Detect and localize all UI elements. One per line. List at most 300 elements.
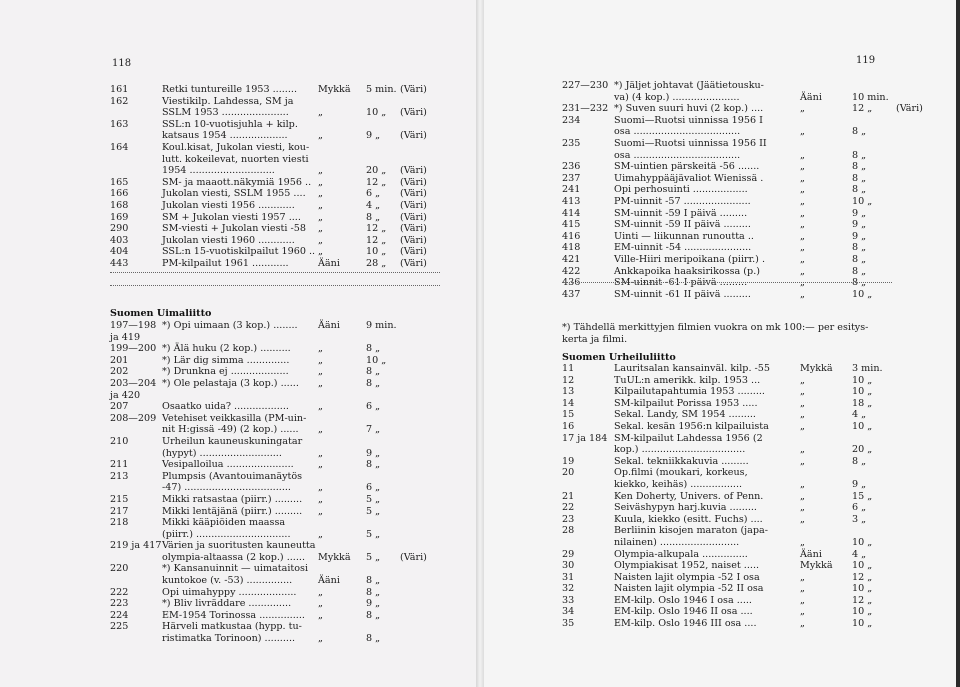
film-duration: 6 „ (852, 502, 867, 514)
film-duration: 10 „ (852, 606, 873, 618)
table-row (562, 456, 932, 468)
film-number: 203—204 (110, 377, 157, 389)
table-row (562, 184, 932, 196)
film-sound: Mykkä (800, 363, 833, 374)
film-duration: 5 „ (366, 551, 381, 563)
film-number: 11 (562, 363, 575, 374)
film-title: Mikki lentäjänä (piirr.) ......... (162, 505, 303, 517)
film-number: 162 (110, 95, 129, 107)
film-number: 207 (110, 401, 129, 413)
film-duration: 12 „ (852, 571, 873, 583)
film-duration: 12 „ (366, 223, 387, 235)
film-duration: 8 „ (852, 265, 867, 277)
film-sound: „ (318, 165, 323, 177)
table-row (110, 598, 440, 610)
film-title: Koul.kisat, Jukolan viesti, kou- (162, 141, 310, 153)
film-title: Mikki kääpiöiden maassa (162, 517, 286, 529)
film-sound: „ (800, 444, 805, 456)
table-row (110, 610, 440, 622)
film-title: SM-kilpailut Lahdessa 1956 (2 (614, 432, 763, 444)
table-row (562, 242, 932, 254)
film-title: Opi uimahyppy ................... (162, 586, 297, 598)
film-title: Retki tuntureille 1953 ........ (162, 84, 297, 95)
film-duration: 8 „ (366, 211, 381, 223)
table-row (110, 413, 440, 425)
table-row (562, 479, 932, 491)
film-title: -47) ................................... (162, 482, 291, 494)
film-duration: 4 „ (366, 199, 381, 211)
film-number: 403 (110, 234, 129, 246)
table-row (562, 444, 932, 456)
film-title: 1954 ............................ (162, 165, 275, 177)
film-title: Ankkapoika haaksirikossa (p.) (614, 265, 760, 277)
film-sound: Ääni (318, 575, 340, 587)
table-row (562, 433, 932, 445)
film-duration: 18 „ (852, 397, 873, 409)
film-title: SM-uinnit -59 I päivä ......... (614, 207, 748, 219)
film-color: (Väri) (400, 84, 427, 95)
film-sound: „ (318, 107, 323, 119)
film-sound: „ (318, 188, 323, 200)
film-title: EM-uinnit -54 ...................... (614, 242, 752, 254)
film-duration: 10 „ (366, 107, 387, 119)
table-row (562, 126, 932, 138)
film-duration: 10 „ (852, 374, 873, 386)
film-duration: 7 „ (366, 424, 381, 436)
film-title: lutt. kokeilevat, nuorten viesti (162, 153, 309, 165)
film-title: SM-kilpailut Porissa 1953 ..... (614, 397, 758, 409)
film-number: 217 (110, 505, 129, 517)
film-sound: „ (800, 397, 805, 409)
table-row (562, 254, 932, 266)
film-number: 15 (562, 409, 575, 421)
film-number: 31 (562, 571, 575, 583)
film-duration: 3 min. (852, 363, 883, 374)
table-row (110, 212, 440, 224)
table-row (562, 583, 932, 595)
table-row (562, 219, 932, 231)
film-number: 29 (562, 548, 575, 560)
film-duration: 9 „ (366, 130, 381, 142)
table-row (110, 119, 440, 131)
film-duration: 8 „ (366, 366, 381, 378)
film-color: (Väri) (400, 211, 427, 223)
film-number: 231—232 (562, 103, 609, 115)
film-title: SM + Jukolan viesti 1957 .... (162, 211, 301, 223)
film-number: 413 (562, 195, 581, 207)
film-color: (Väri) (896, 103, 923, 115)
film-title: kiekko, keihäs) ................. (614, 478, 743, 490)
film-title: *) Bliv livräddare .............. (162, 598, 292, 610)
table-row (110, 506, 440, 518)
film-title: Mikki ratsastaa (piirr.) ......... (162, 493, 303, 505)
table-row (110, 471, 440, 483)
film-sound: „ (318, 234, 323, 246)
film-duration: 8 „ (366, 575, 381, 587)
film-color: (Väri) (400, 130, 427, 142)
film-sound: „ (800, 161, 805, 173)
dotted-separator (562, 282, 892, 283)
film-number: 421 (562, 253, 581, 265)
film-duration: 8 „ (852, 253, 867, 265)
table-row (110, 320, 440, 332)
film-number: ja 420 (110, 389, 141, 401)
film-number: 218 (110, 517, 129, 529)
table-row (562, 595, 932, 607)
film-sound: „ (318, 528, 323, 540)
section-heading-urheiluliitto: Suomen Urheiluliitto (562, 352, 676, 363)
film-number: 197—198 (110, 320, 157, 331)
film-duration: 4 „ (852, 409, 867, 421)
film-sound: „ (318, 609, 323, 621)
film-duration: 10 „ (852, 195, 873, 207)
film-sound: Ääni (318, 257, 340, 269)
film-duration: 8 „ (852, 242, 867, 254)
film-title: Jukolan viesti 1956 ............ (162, 199, 295, 211)
book-gutter (476, 0, 484, 687)
table-row (110, 355, 440, 367)
table-row (562, 115, 932, 127)
film-number: 414 (562, 207, 581, 219)
film-title: kuntokoe (v. -53) ............... (162, 575, 293, 587)
table-row (562, 289, 932, 301)
table-row (110, 130, 440, 142)
film-title: katsaus 1954 ................... (162, 130, 288, 142)
film-title: Plumpsis (Avantouimanäytös (162, 470, 303, 482)
film-duration: 8 „ (366, 609, 381, 621)
film-title: SM-uinnit -61 II päivä ......... (614, 288, 751, 300)
right-page (480, 0, 960, 687)
film-sound: „ (318, 505, 323, 517)
film-sound: „ (800, 374, 805, 386)
film-number: 224 (110, 609, 129, 621)
film-sound: „ (318, 482, 323, 494)
film-sound: „ (318, 130, 323, 142)
film-number: 168 (110, 199, 129, 211)
film-color: (Väri) (400, 176, 427, 188)
film-duration: 12 „ (366, 176, 387, 188)
table-row (562, 525, 932, 537)
section-heading-uimaliitto: Suomen Uimaliitto (110, 308, 212, 319)
table-row (562, 266, 932, 278)
film-sound: „ (800, 583, 805, 595)
table-row (562, 92, 932, 104)
film-number: 12 (562, 374, 575, 386)
film-duration: 9 „ (852, 207, 867, 219)
film-number: 33 (562, 594, 575, 606)
film-number: 443 (110, 257, 129, 269)
dotted-separator (110, 272, 440, 273)
film-sound: „ (800, 502, 805, 514)
table-row (110, 563, 440, 575)
film-duration: 12 „ (852, 594, 873, 606)
film-duration: 8 „ (366, 586, 381, 598)
film-title: Naisten lajit olympia -52 II osa (614, 583, 764, 595)
film-title: (piirr.) ............................... (162, 528, 291, 540)
film-title: Olympia-alkupala ............... (614, 548, 748, 560)
table-row (110, 448, 440, 460)
table-row (562, 572, 932, 584)
film-title: Uinti — liikunnan runoutta .. (614, 230, 754, 242)
table-row (562, 196, 932, 208)
film-duration: 10 „ (852, 536, 873, 548)
film-title: nit H:gissä -49) (2 kop.) ...... (162, 424, 299, 436)
table-row (562, 80, 932, 92)
film-number: 418 (562, 242, 581, 254)
film-number: 166 (110, 188, 129, 200)
film-number: 222 (110, 586, 129, 598)
film-number: 169 (110, 211, 129, 223)
film-title: Sekal. kesän 1956:n kilpailuista (614, 420, 769, 432)
table-row (562, 161, 932, 173)
film-title: Jukolan viesti 1960 ............ (162, 234, 295, 246)
table-row (110, 177, 440, 189)
film-number: 219 ja 417 (110, 540, 162, 552)
film-title: PM-uinnit -57 ...................... (614, 195, 751, 207)
film-title: Jukolan viesti, SSLM 1955 .... (162, 188, 306, 200)
film-sound: „ (800, 172, 805, 184)
film-title: Ken Doherty, Univers. of Penn. (614, 490, 764, 502)
film-sound: „ (800, 490, 805, 502)
film-title: SM-viesti + Jukolan viesti -58 (162, 223, 306, 235)
table-row (110, 436, 440, 448)
film-sound: „ (318, 424, 323, 436)
table-row (110, 142, 440, 154)
film-list-top-right (562, 80, 932, 300)
film-duration: 10 min. (852, 91, 889, 103)
film-sound: „ (800, 103, 805, 115)
film-number: 234 (562, 114, 581, 126)
film-sound: „ (800, 126, 805, 138)
film-sound: „ (800, 149, 805, 161)
table-row (562, 537, 932, 549)
film-title: SSLM 1953 ...................... (162, 107, 289, 119)
footnote-line: kerta ja filmi. (562, 333, 628, 345)
film-duration: 12 „ (852, 103, 873, 115)
table-row (110, 188, 440, 200)
film-duration: 15 „ (852, 490, 873, 502)
film-duration: 5 „ (366, 493, 381, 505)
film-title: SSL:n 15-vuotiskilpailut 1960 .. (162, 246, 316, 258)
film-number: 28 (562, 525, 575, 537)
film-duration: 5 „ (366, 505, 381, 517)
footnote (562, 322, 942, 345)
film-duration: 20 „ (852, 444, 873, 456)
film-list-top-left (110, 84, 440, 270)
film-sound: „ (800, 219, 805, 231)
table-row (110, 223, 440, 235)
table-row (562, 386, 932, 398)
film-title: EM-kilp. Oslo 1946 III osa .... (614, 618, 757, 630)
film-title: EM-kilp. Oslo 1946 I osa ..... (614, 594, 752, 606)
film-title: Ville-Hiiri meripoikana (piirr.) . (614, 253, 766, 265)
film-title: Urheilun kauneuskuningatar (162, 435, 303, 447)
film-duration: 10 „ (852, 560, 873, 572)
film-title: TuUL:n amerikk. kilp. 1953 ... (614, 374, 761, 386)
film-duration: 8 „ (852, 172, 867, 184)
film-duration: 8 „ (852, 149, 867, 161)
film-number: 290 (110, 223, 129, 235)
film-duration: 10 „ (852, 618, 873, 630)
film-sound: „ (800, 184, 805, 196)
film-title: Viestikilp. Lahdessa, SM ja (162, 95, 294, 107)
film-duration: 8 „ (852, 455, 867, 467)
table-row (562, 398, 932, 410)
table-row (110, 154, 440, 166)
film-title: Sekal. tekniikkakuvia ......... (614, 455, 749, 467)
film-title: Lauritsalan kansainväl. kilp. -55 (614, 363, 770, 374)
film-color: (Väri) (400, 165, 427, 177)
film-title: Härveli matkustaa (hypp. tu- (162, 621, 302, 633)
film-number: 163 (110, 118, 129, 130)
film-title: Olympiakisat 1952, naiset ..... (614, 560, 760, 572)
film-title: *) Jäljet johtavat (Jäätietousku- (614, 80, 764, 91)
film-number: 208—209 (110, 412, 157, 424)
film-duration: 8 „ (366, 633, 381, 645)
film-sound: „ (318, 223, 323, 235)
film-title: *) Kansanuinnit — uimataitosi (162, 563, 309, 575)
film-title: *) Ole pelastaja (3 kop.) ...... (162, 377, 299, 389)
film-sound: „ (800, 478, 805, 490)
film-title: PM-kilpailut 1961 ............ (162, 257, 289, 269)
film-title: Suomi—Ruotsi uinnissa 1956 II (614, 137, 767, 149)
film-number: 22 (562, 502, 575, 514)
table-row (110, 575, 440, 587)
film-duration: 10 „ (852, 288, 873, 300)
film-number: 213 (110, 470, 129, 482)
film-number: 17 ja 184 (562, 432, 608, 444)
film-duration: 9 „ (366, 447, 381, 459)
film-sound: „ (318, 586, 323, 598)
film-sound: „ (318, 633, 323, 645)
film-number: 223 (110, 598, 129, 610)
film-number: ja 419 (110, 331, 141, 343)
film-sound: „ (800, 420, 805, 432)
film-duration: 9 „ (852, 478, 867, 490)
film-title: kop.) .................................. (614, 444, 746, 456)
film-color: (Väri) (400, 551, 427, 563)
dotted-separator (110, 285, 440, 286)
film-duration: 6 „ (366, 188, 381, 200)
table-row (562, 467, 932, 479)
film-number: 416 (562, 230, 581, 242)
table-row (110, 246, 440, 258)
film-title: *) Opi uimaan (3 kop.) ........ (162, 320, 298, 331)
film-title: SM- ja maaott.näkymiä 1956 .. (162, 176, 312, 188)
film-duration: 10 „ (852, 420, 873, 432)
table-row (110, 258, 440, 270)
table-row (562, 560, 932, 572)
table-row (562, 502, 932, 514)
table-row (110, 165, 440, 177)
film-title: *) Suven suuri huvi (2 kop.) .... (614, 103, 764, 115)
film-sound: „ (800, 265, 805, 277)
film-number: 32 (562, 583, 575, 595)
film-title: nilainen) .......................... (614, 536, 740, 548)
film-title: ristimatka Torinoon) .......... (162, 633, 296, 645)
film-sound: „ (318, 246, 323, 258)
film-number: 34 (562, 606, 575, 618)
film-sound: „ (318, 366, 323, 378)
film-number: 23 (562, 513, 575, 525)
film-number: 13 (562, 386, 575, 398)
film-sound: „ (800, 242, 805, 254)
table-row (562, 421, 932, 433)
film-title: *) Älä huku (2 kop.) .......... (162, 343, 291, 355)
film-sound: „ (800, 277, 805, 289)
film-title: Kilpailutapahtumia 1953 ......... (614, 386, 765, 398)
film-title: osa ................................... (614, 126, 741, 138)
film-sound: „ (800, 455, 805, 467)
film-sound: „ (800, 606, 805, 618)
film-duration: 8 „ (852, 277, 867, 289)
table-row (110, 96, 440, 108)
film-color: (Väri) (400, 234, 427, 246)
film-title: Vetehiset veikkasilla (PM-uin- (162, 412, 307, 424)
film-number: 437 (562, 288, 581, 300)
table-row (562, 491, 932, 503)
film-sound: „ (318, 176, 323, 188)
film-duration: 9 min. (366, 320, 397, 331)
table-row (110, 482, 440, 494)
table-row (562, 549, 932, 561)
film-duration: 5 „ (366, 528, 381, 540)
table-row (110, 633, 440, 645)
table-row (110, 107, 440, 119)
film-number: 19 (562, 455, 575, 467)
film-number: 199—200 (110, 343, 157, 355)
table-row (110, 540, 440, 552)
film-sound: „ (800, 288, 805, 300)
film-title: Vesipalloilua ...................... (162, 459, 294, 471)
table-row (562, 173, 932, 185)
table-row (110, 494, 440, 506)
table-row (110, 517, 440, 529)
film-sound: „ (800, 207, 805, 219)
film-number: 201 (110, 354, 129, 366)
table-row (562, 231, 932, 243)
film-color: (Väri) (400, 199, 427, 211)
film-number: 211 (110, 459, 129, 471)
film-title: osa ................................... (614, 149, 741, 161)
film-number: 225 (110, 621, 129, 633)
film-duration: 9 „ (852, 230, 867, 242)
table-row (562, 103, 932, 115)
film-sound: „ (318, 598, 323, 610)
film-title: Naisten lajit olympia -52 I osa (614, 571, 760, 583)
table-row (110, 235, 440, 247)
film-sound: Mykkä (318, 84, 351, 95)
film-title: SSL:n 10-vuotisjuhla + kilp. (162, 118, 298, 130)
film-number: 220 (110, 563, 129, 575)
film-sound: „ (318, 493, 323, 505)
table-row (110, 401, 440, 413)
film-title: SM-uintien pärskeitä -56 ....... (614, 161, 760, 173)
film-duration: 20 „ (366, 165, 387, 177)
film-title: Opi perhosuinti .................. (614, 184, 748, 196)
film-title: Op.filmi (moukari, korkeus, (614, 467, 748, 479)
film-title: EM-1954 Torinossa ............... (162, 609, 305, 621)
table-row (562, 606, 932, 618)
film-number: 35 (562, 618, 575, 630)
film-color: (Väri) (400, 223, 427, 235)
film-sound: „ (800, 513, 805, 525)
film-duration: 8 „ (852, 126, 867, 138)
film-list-uimaliitto (110, 320, 440, 645)
table-row (562, 363, 932, 375)
film-number: 20 (562, 467, 575, 479)
film-color: (Väri) (400, 246, 427, 258)
